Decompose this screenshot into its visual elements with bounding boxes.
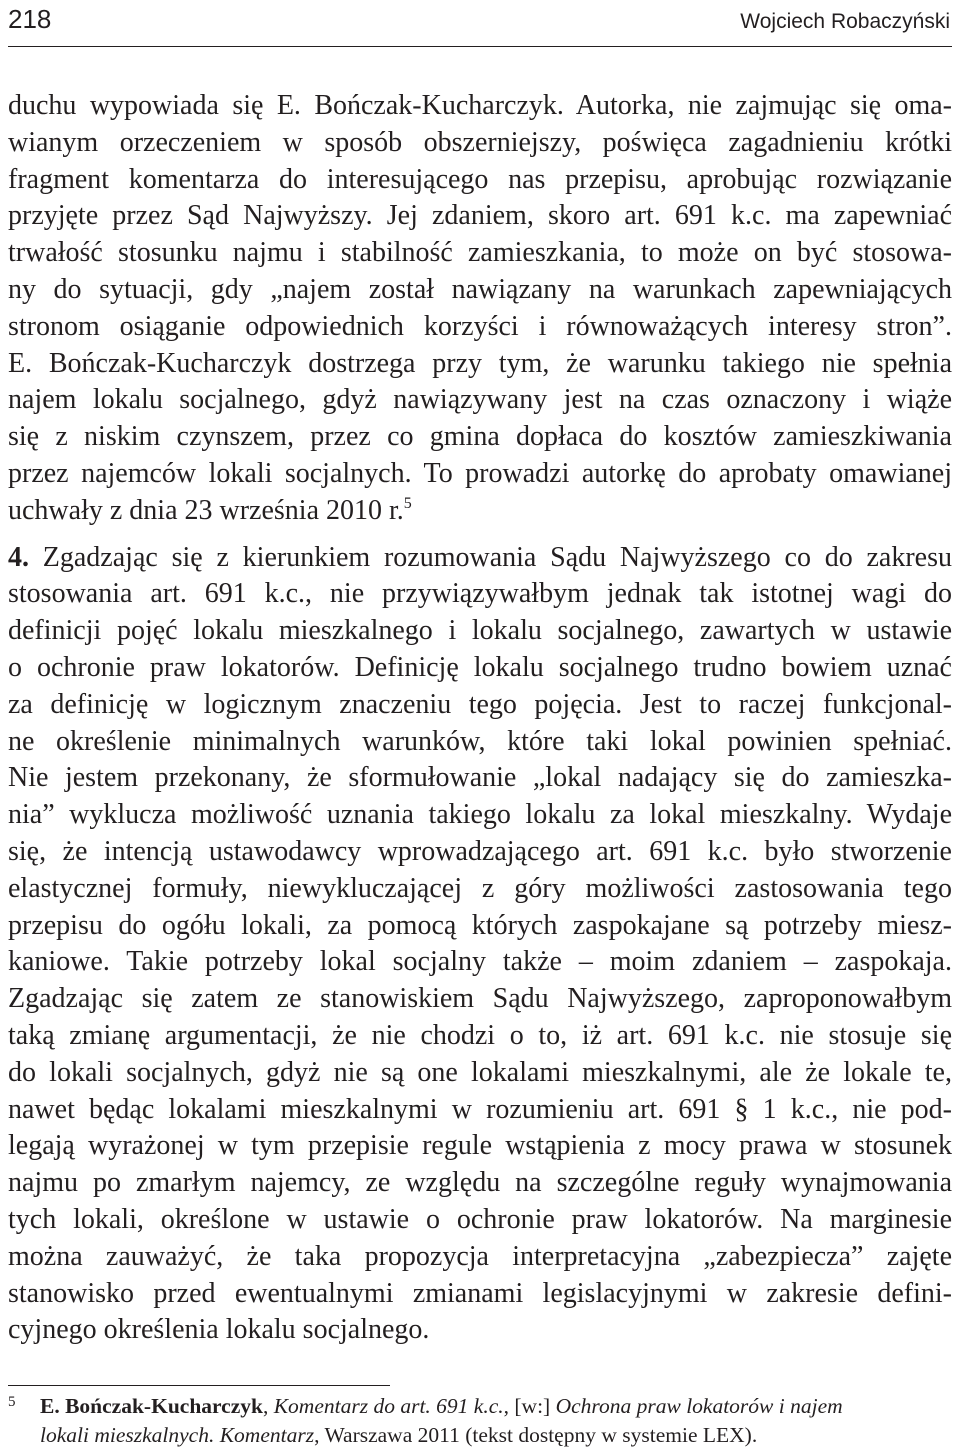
text-line: o ochronie praw lokatorów. Definicję lokalu socjalnego trudno bowiem uznać bbox=[8, 651, 952, 683]
paragraph-1-last-line: uchwały z dnia 23 września 2010 r. bbox=[8, 494, 404, 526]
text-line: najem lokalu socjalnego, gdyż nawiązywany jest na czas oznaczony i wiąże bbox=[8, 384, 952, 416]
running-head bbox=[8, 4, 952, 38]
text-line: duchu wypowiada się E. Bończak-Kucharczyk. Autorka, nie zajmując się oma- bbox=[8, 90, 952, 121]
footnote-separator-text: , bbox=[262, 1394, 274, 1418]
text-line: fragment komentarza do interesującego nas przepisu, aprobując rozwiązanie bbox=[8, 163, 952, 195]
text-line: tych lokali, określone w ustawie o ochronie praw lokatorów. Na marginesie bbox=[8, 1203, 952, 1235]
footnote-line bbox=[8, 1421, 952, 1450]
text-line: wianym orzeczeniem w sposób obszerniejszy, poświęca zagadnieniu krótki bbox=[8, 126, 952, 158]
header-rule bbox=[8, 46, 952, 47]
page-number: 218 bbox=[8, 4, 52, 34]
footnote-line bbox=[8, 1392, 952, 1421]
text-line: kaniowe. Takie potrzeby lokal socjalny także – moim zdaniem – zaspokaja. bbox=[8, 946, 952, 978]
text-line: się z niskim czynszem, przez co gmina dopłaca do kosztów zamieszkiwania bbox=[8, 421, 952, 453]
text-line: definicji pojęć lokalu mieszkalnego i lokalu socjalnego, zawartych w ustawie bbox=[8, 615, 952, 647]
text-line: Zgadzając się zatem ze stanowiskiem Sądu Najwyższego, zaproponowałbym bbox=[8, 983, 952, 1015]
text-line: elastycznej formuły, niewykluczającej z góry możliwości zastosowania tego bbox=[8, 872, 952, 904]
paragraph-gap bbox=[8, 530, 952, 540]
footnote-collection-title-cont: lokali mieszkalnych. Komentarz bbox=[40, 1423, 315, 1447]
section-number: 4. bbox=[8, 541, 29, 573]
text-line: stanowisko przed ewentualnymi zmianami legislacyjnymi w zakresie defini- bbox=[8, 1277, 952, 1309]
paragraph-2 bbox=[8, 540, 952, 1350]
footnote-author: E. Bończak-Kucharczyk bbox=[40, 1394, 263, 1418]
text-line: przez najemców lokali socjalnych. To prowadzi autorkę do aprobaty omawianej bbox=[8, 457, 952, 489]
footnote-publication: , Warszawa 2011 (tekst dostępny w systemie LEX). bbox=[314, 1423, 758, 1447]
text-line: Nie jestem przekonany, że sformułowanie „lokal nadający się do zamieszka- bbox=[8, 762, 952, 794]
text-line: przepisu do ogółu lokali, za pomocą których zaspokajane są potrzeby miesz- bbox=[8, 909, 952, 941]
text-line: ny do sytuacji, gdy „najem został nawiązany na warunkach zapewniających bbox=[8, 273, 952, 305]
footnote-separator-text: , [w:] bbox=[503, 1394, 556, 1418]
text-line: nawet będąc lokalami mieszkalnymi w rozumieniu art. 691 § 1 k.c., nie pod- bbox=[8, 1093, 952, 1125]
body-text bbox=[8, 88, 952, 1349]
paragraph-2-first-line: Zgadzając się z kierunkiem rozumowania Sądu Najwyższego co do zakresu bbox=[29, 541, 952, 573]
running-head-author: Wojciech Robaczyński bbox=[740, 10, 950, 33]
footnote-collection-title: Ochrona praw lokatorów i najem bbox=[555, 1394, 843, 1418]
text-line: najmu po zmarłym najemcy, ze względu na szczególne reguły wynajmowania bbox=[8, 1167, 952, 1199]
text-line-last: cyjnego określenia lokalu socjalnego. bbox=[8, 1314, 430, 1346]
text-line: można zauważyć, że taka propozycja interpretacyjna „zabezpiecza” zajęte bbox=[8, 1240, 952, 1272]
text-line: stosowania art. 691 k.c., nie przywiązywałbym jednak tak istotnej wagi do bbox=[8, 578, 952, 610]
text-line: stronom osiąganie odpowiednich korzyści i równoważących interesy stron”. bbox=[8, 310, 952, 342]
text-line: trwałość stosunku najmu i stabilność zamieszkania, to może on być stosowa- bbox=[8, 237, 952, 269]
paragraph-1 bbox=[8, 88, 952, 530]
text-line: przyjęte przez Sąd Najwyższy. Jej zdaniem, skoro art. 691 k.c. ma zapewniać bbox=[8, 200, 952, 232]
text-line: za definicję w logicznym znaczeniu tego pojęcia. Jest to raczej funkcjonal- bbox=[8, 688, 952, 720]
footnote-title: Komentarz do art. 691 k.c. bbox=[273, 1394, 504, 1418]
text-line: się, że intencją ustawodawcy wprowadzającego art. 691 k.c. było stworzenie bbox=[8, 835, 952, 867]
text-line: legają wyrażonej w tym przepisie regule wstąpienia z mocy prawa w stosunek bbox=[8, 1130, 952, 1162]
text-line: E. Bończak-Kucharczyk dostrzega przy tym, że warunku takiego nie spełnia bbox=[8, 347, 952, 379]
text-line-last bbox=[8, 493, 952, 530]
footnote-separator bbox=[8, 1385, 390, 1386]
footnote-marker: 5 bbox=[8, 1394, 16, 1410]
footnote-reference: 5 bbox=[403, 494, 412, 512]
text-line: ne określenie minimalnych warunków, które taki lokal powinien spełniać. bbox=[8, 725, 952, 757]
text-line: do lokali socjalnych, gdyż nie są one lokalami mieszkalnymi, ale że lokale te, bbox=[8, 1056, 952, 1088]
footnote bbox=[8, 1392, 952, 1450]
text-line: taką zmianę argumentacji, że nie chodzi o to, iż art. 691 k.c. nie stosuje się bbox=[8, 1019, 952, 1051]
text-line-first bbox=[8, 540, 952, 577]
text-line: nia” wyklucza możliwość uznania takiego lokalu za lokal mieszkalny. Wydaje bbox=[8, 799, 952, 831]
